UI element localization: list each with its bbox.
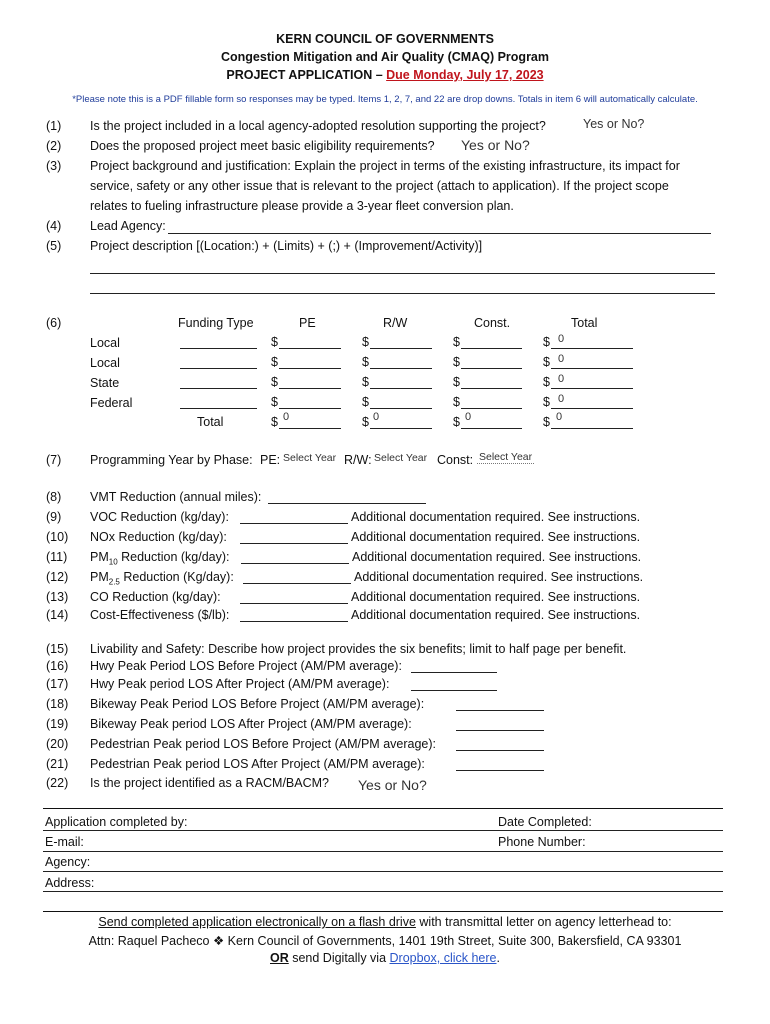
question-2: Does the proposed project meet basic eligibility requirements? <box>90 139 435 153</box>
nox-reduction-label: NOx Reduction (kg/day): <box>90 530 227 544</box>
pm25-prefix: PM <box>90 570 109 584</box>
rw-amount-field[interactable] <box>370 408 432 409</box>
voc-reduction-field[interactable] <box>240 523 348 524</box>
bikeway-los-after-field[interactable] <box>456 730 544 731</box>
pe-year-dropdown[interactable]: Select Year <box>283 452 337 464</box>
const-amount-field[interactable] <box>461 368 522 369</box>
currency-sign: $ <box>543 375 550 389</box>
item-number: (9) <box>46 510 62 524</box>
lead-agency-field[interactable] <box>168 233 711 234</box>
voc-doc-note: Additional documentation required. See instructions. <box>351 510 641 524</box>
item-number: (19) <box>46 717 69 731</box>
currency-sign: $ <box>271 355 278 369</box>
pe-amount-field[interactable] <box>279 368 341 369</box>
col-header-const: Const. <box>474 316 511 330</box>
co-doc-note: Additional documentation required. See instructions. <box>351 590 641 604</box>
phone-label: Phone Number: <box>498 835 586 849</box>
col-header-rw: R/W <box>383 316 408 330</box>
pedestrian-los-after-label: Pedestrian Peak period LOS After Project (AM/PM average): <box>90 757 425 771</box>
funding-row-label: State <box>90 376 120 390</box>
pm10-prefix: PM <box>90 550 109 564</box>
currency-sign: $ <box>543 355 550 369</box>
item-number: (7) <box>46 453 62 467</box>
item-number: (2) <box>46 139 62 153</box>
row-total-value: 0 <box>558 373 565 385</box>
address-label: Address: <box>45 876 95 890</box>
rw-year-dropdown[interactable]: Select Year <box>374 452 428 464</box>
rw-amount-field[interactable] <box>370 368 432 369</box>
rw-amount-field[interactable] <box>370 388 432 389</box>
pedestrian-los-after-field[interactable] <box>456 770 544 771</box>
item-number: (14) <box>46 608 69 622</box>
row-total-field <box>551 348 633 349</box>
vmt-reduction-label: VMT Reduction (annual miles): <box>90 490 262 504</box>
pm10-doc-note: Additional documentation required. See instructions. <box>352 550 642 564</box>
item-number: (18) <box>46 697 69 711</box>
currency-sign: $ <box>271 395 278 409</box>
funding-row-label: Federal <box>90 396 133 410</box>
item-number: (5) <box>46 239 62 253</box>
currency-sign: $ <box>362 395 369 409</box>
currency-sign: $ <box>453 335 460 349</box>
pedestrian-los-before-field[interactable] <box>456 750 544 751</box>
divider <box>43 911 723 912</box>
grand-total-value: 0 <box>556 411 563 423</box>
footer-address-text: Kern Council of Governments, 1401 19th Street, Suite 300, Bakersfield, CA 93301 <box>224 934 682 948</box>
voc-reduction-label: VOC Reduction (kg/day): <box>90 510 229 524</box>
currency-sign: $ <box>453 395 460 409</box>
item-number: (12) <box>46 570 69 584</box>
item-number: (4) <box>46 219 62 233</box>
lead-agency-label: Lead Agency: <box>90 219 166 233</box>
project-description-label: Project description [(Location:) + (Limits) + (;) + (Improvement/Activity)] <box>90 239 483 253</box>
col-header-funding-type: Funding Type <box>178 316 254 330</box>
item-number: (22) <box>46 776 69 790</box>
currency-sign: $ <box>453 355 460 369</box>
currency-sign: $ <box>543 335 550 349</box>
currency-sign: $ <box>271 415 278 429</box>
totals-label: Total <box>197 415 224 429</box>
question-1: Is the project included in a local agency-adopted resolution supporting the project? <box>90 119 546 133</box>
question-3-line-3: relates to fueling infrastructure please provide a 3-year fleet conversion plan. <box>90 199 514 213</box>
agency-field[interactable] <box>43 871 723 872</box>
diamond-bullet-icon: ❖ <box>212 934 225 948</box>
rw-total-value: 0 <box>373 411 380 423</box>
hwy-los-before-field[interactable] <box>411 672 497 673</box>
bikeway-los-before-label: Bikeway Peak Period LOS Before Project (AM/PM average): <box>90 697 425 711</box>
divider <box>43 808 723 809</box>
hwy-los-after-field[interactable] <box>411 690 497 691</box>
pm10-subscript: 10 <box>108 557 118 567</box>
q1-dropdown[interactable]: Yes or No? <box>583 117 645 131</box>
co-reduction-field[interactable] <box>240 603 348 604</box>
rw-label: R/W: <box>344 453 372 467</box>
pe-label: PE: <box>260 453 281 467</box>
completed-by-field[interactable] <box>43 830 723 831</box>
email-label: E-mail: <box>45 835 84 849</box>
project-description-field-1[interactable] <box>90 273 715 274</box>
hwy-los-before-label: Hwy Peak Period LOS Before Project (AM/PM average): <box>90 659 402 673</box>
application-title-prefix: PROJECT APPLICATION – <box>226 68 387 82</box>
cost-effectiveness-label: Cost-Effectiveness ($/lb): <box>90 608 230 622</box>
question-3-line-1: Project background and justification: Explain the project in terms of the existing infrastructure, its impact for <box>90 159 680 173</box>
footer-or: OR <box>270 951 289 965</box>
const-year-dropdown[interactable]: Select Year <box>479 451 533 463</box>
rw-total-field <box>370 428 432 429</box>
pm10-reduction-field[interactable] <box>241 563 349 564</box>
currency-sign: $ <box>362 415 369 429</box>
item-number: (6) <box>46 316 62 330</box>
item-number: (20) <box>46 737 69 751</box>
item-number: (16) <box>46 659 69 673</box>
currency-sign: $ <box>453 415 460 429</box>
question-3-line-2: service, safety or any other issue that is relevant to the project (attach to application). If the project scope <box>90 179 669 193</box>
footer-attn-text: Attn: Raquel Pacheco <box>88 934 213 948</box>
row-total-value: 0 <box>558 353 565 365</box>
row-total-value: 0 <box>558 333 565 345</box>
footer-digital-text: send Digitally via <box>288 951 390 965</box>
date-completed-label: Date Completed: <box>498 815 592 829</box>
due-date: Due Monday, July 17, 2023 <box>386 68 544 82</box>
pe-total-value: 0 <box>283 411 290 423</box>
email-field[interactable] <box>43 851 723 852</box>
item-number: (11) <box>46 550 68 564</box>
address-field[interactable] <box>43 891 723 892</box>
funding-row-label: Local <box>90 336 120 350</box>
pm25-subscript: 2.5 <box>108 577 120 587</box>
item-number: (8) <box>46 490 62 504</box>
application-title <box>0 68 770 82</box>
funding-row-label: Local <box>90 356 120 370</box>
pe-amount-field[interactable] <box>279 408 341 409</box>
pe-amount-field[interactable] <box>279 348 341 349</box>
item-number: (13) <box>46 590 69 604</box>
racm-bacm-dropdown[interactable]: Yes or No? <box>358 777 427 793</box>
const-total-field <box>461 428 522 429</box>
co-reduction-label: CO Reduction (kg/day): <box>90 590 221 604</box>
dropbox-link[interactable]: Dropbox, click here <box>389 951 497 965</box>
nox-reduction-field[interactable] <box>240 543 348 544</box>
currency-sign: $ <box>271 375 278 389</box>
pm10-reduction-label <box>90 550 230 567</box>
racm-bacm-label: Is the project identified as a RACM/BACM? <box>90 776 329 790</box>
currency-sign: $ <box>543 395 550 409</box>
agency-label: Agency: <box>45 855 91 869</box>
row-total-field <box>551 368 633 369</box>
row-total-value: 0 <box>558 393 565 405</box>
funding-type-field[interactable] <box>180 408 257 409</box>
footer-line-3 <box>0 951 770 965</box>
currency-sign: $ <box>362 375 369 389</box>
hwy-los-after-label: Hwy Peak period LOS After Project (AM/PM average): <box>90 677 390 691</box>
pm25-doc-note: Additional documentation required. See instructions. <box>354 570 644 584</box>
pedestrian-los-before-label: Pedestrian Peak period LOS Before Project (AM/PM average): <box>90 737 436 751</box>
q2-dropdown[interactable]: Yes or No? <box>461 137 530 153</box>
vmt-reduction-field[interactable] <box>268 503 426 504</box>
item-number: (17) <box>46 677 69 691</box>
pm10-suffix: Reduction (kg/day): <box>117 550 230 564</box>
footer-flash-drive-text: Send completed application electronically on a flash drive <box>98 915 416 929</box>
bikeway-los-before-field[interactable] <box>456 710 544 711</box>
completed-by-label: Application completed by: <box>45 815 188 829</box>
fillable-note: *Please note this is a PDF fillable form so responses may be typed. Items 1, 2, 7, and 22 are drop downs. Totals in item 6 will automatically calculate. <box>72 94 698 105</box>
org-title: KERN COUNCIL OF GOVERNMENTS <box>276 32 494 46</box>
const-label: Const: <box>437 453 474 467</box>
currency-sign: $ <box>271 335 278 349</box>
grand-total-field <box>551 428 633 429</box>
nox-doc-note: Additional documentation required. See instructions. <box>351 530 641 544</box>
funding-type-field[interactable] <box>180 368 257 369</box>
item-number: (1) <box>46 119 62 133</box>
const-amount-field[interactable] <box>461 388 522 389</box>
row-total-field <box>551 408 633 409</box>
programming-year-label: Programming Year by Phase: <box>90 453 253 467</box>
bikeway-los-after-label: Bikeway Peak period LOS After Project (AM/PM average): <box>90 717 412 731</box>
program-title: Congestion Mitigation and Air Quality (CMAQ) Program <box>220 50 549 64</box>
item-number: (15) <box>46 642 69 656</box>
currency-sign: $ <box>453 375 460 389</box>
pm25-reduction-label <box>90 570 234 587</box>
project-description-field-2[interactable] <box>90 293 715 294</box>
pm25-reduction-field[interactable] <box>243 583 351 584</box>
cost-effectiveness-field[interactable] <box>240 621 348 622</box>
footer-period: . <box>496 951 500 965</box>
pe-total-field <box>279 428 341 429</box>
row-total-field <box>551 388 633 389</box>
funding-type-field[interactable] <box>180 388 257 389</box>
currency-sign: $ <box>543 415 550 429</box>
pm25-suffix: Reduction (Kg/day): <box>119 570 234 584</box>
item-number: (10) <box>46 530 69 544</box>
funding-type-field[interactable] <box>180 348 257 349</box>
footer-line-1 <box>0 915 770 929</box>
currency-sign: $ <box>362 335 369 349</box>
cost-doc-note: Additional documentation required. See instructions. <box>351 608 641 622</box>
livability-safety-label: Livability and Safety: Describe how project provides the six benefits; limit to half page per benefit. <box>90 642 627 656</box>
col-header-total: Total <box>571 316 598 330</box>
item-number: (3) <box>46 159 62 173</box>
const-amount-field[interactable] <box>461 408 522 409</box>
pe-amount-field[interactable] <box>279 388 341 389</box>
const-total-value: 0 <box>465 411 472 423</box>
currency-sign: $ <box>362 355 369 369</box>
item-number: (21) <box>46 757 69 771</box>
rw-amount-field[interactable] <box>370 348 432 349</box>
col-header-pe: PE <box>299 316 316 330</box>
footer-line-2 <box>0 933 770 948</box>
const-amount-field[interactable] <box>461 348 522 349</box>
footer-transmittal-text: with transmittal letter on agency letterhead to: <box>415 915 672 929</box>
